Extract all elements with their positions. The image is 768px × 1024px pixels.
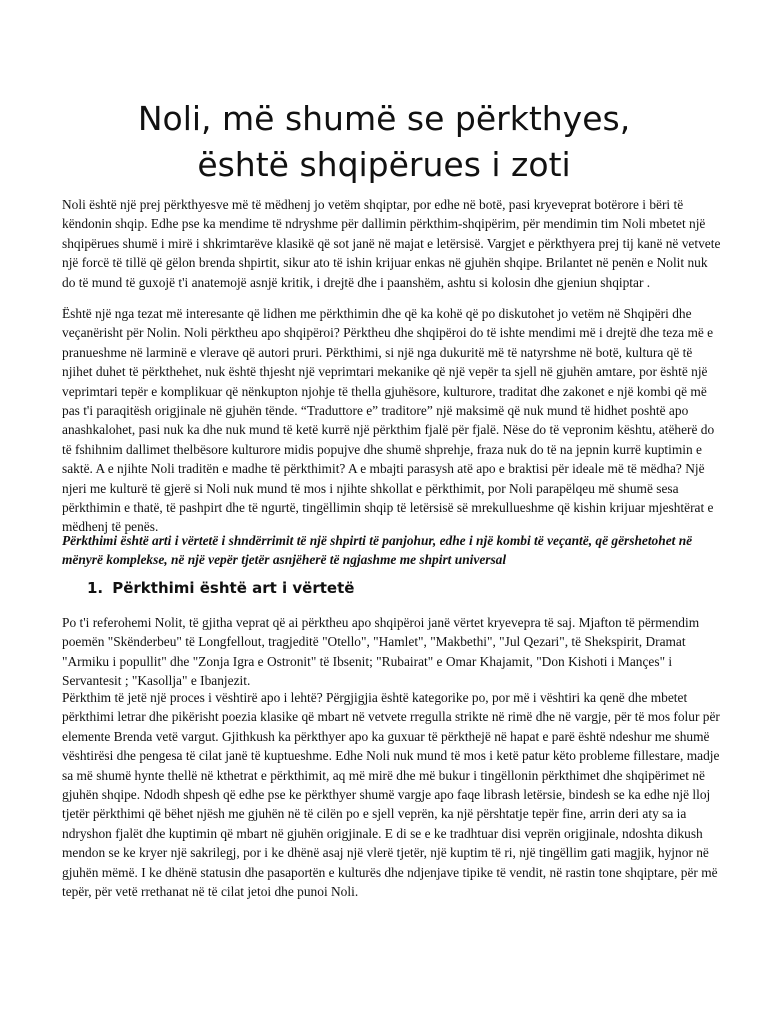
title-line-2: është shqipërues i zoti — [197, 145, 571, 184]
document-title — [0, 96, 768, 188]
paragraph-intro: Noli është një prej përkthyesve më të mëdhenj jo vetëm shqiptar, por edhe në botë, pasi kryeveprat botërore i bëri të këndonin shqip. Edhe pse ka mendime të ndryshme për dallimin përkthim-shqipërim, për mendimin tim Noli mbetet një shqipërues shumë i mirë i shkrimtarëve klasikë që sot janë në majat e letërsisë. Vargjet e përkthyera prej tij kanë në vetvete një forcë të tillë që gëlon brenda shpirtit, sikur ato të ishin krijuar enkas në gjuhën shqipe. Brilantet në penën e Nolit nuk do të mund të guxojë t'i anatemojë asnjë kritik, i drejtë dhe i paanshëm, ashtu si kolosin dhe gjeniun shqiptar . — [62, 197, 721, 290]
paragraph-thesis: Është një nga tezat më interesante që lidhen me përkthimin dhe që ka kohë që po diskutohet jo vetëm në Shqipëri dhe veçanërisht për Nolin. Noli përktheu apo shqipëroi? Përktheu dhe shqipëroi do të ishte mendimi më i drejtë dhe teza më e pranueshme në larminë e vlerave që autori pruri. Përkthimi, si një nga dukuritë më të natyrshme në botë, kultura që të njihet duhet të përkthehet, nuk është thjesht një veprimtari mekanike që një vepër ta sjell në gjuhën amtare, por është një veprimtari tepër e komplikuar që nënkupton njohje të thella gjuhësore, kulturore, traditat dhe zakonet e një kombi që më pas t'i paraqitësh origjinale në gjuhën tënde. “Traduttore e” traditore” një maksimë që nuk mund të hidhet poshtë apo anashkalohet, pasi nuk ka dhe nuk mund të ketë kurrë një përkthim fjalë për fjalë. Nëse do të vepronim kështu, atëherë do të fshihnim dallimet thelbësore kulturore midis popujve dhe shumë shprehje, fraza nuk do të na jepnin kurrë kuptimin e saktë. A e njihte Noli traditën e madhe të përkthimit? A e mbajti parasysh atë apo e braktisi për ideale më të mëdha? Një njeri me kulturë të gjerë si Noli nuk mund të mos i njihte shkollat e përkthimit, por Noli parapëlqeu më shumë sesa përkthimin e thatë, të pashpirt dhe të ngurtë, tingëllimin shqip të letërsisë së mrekullueshme që kishin krijuar mjeshtërat e mëdhenj të penës. — [62, 306, 715, 535]
paragraph-process: Përkthim të jetë një proces i vështirë apo i lehtë? Përgjigjia është kategorike po, por më i vështiri ka qenë dhe mbetet përkthimi letrar dhe pikërisht poezia klasike që mbart në vetvete rregulla strikte në rimë dhe në vargje, për të mos folur për elemente Brenda vetë vargut. Gjithkush ka përkthyer apo ka guxuar të përkthejë në hapat e parë është ndeshur me shumë vështirësi dhe pengesa të cilat janë të kuptueshme. Edhe Noli nuk mund të mos i ketë patur këto probleme fillestare, madje sa më shumë hynte thellë në kthetrat e përkthimit, aq më mirë dhe më bukur i tingëllonin përkthimet dhe shqipërimet në gjuhën shqipe. Ndodh shpesh që edhe pse ke përkthyer shumë vargje apo faqe librash letërsie, bindesh se ka edhe një lloj tjetër përkthimi që bëhet njësh me gjuhën në të cilën po e sjell veprën, ka një përshtatje tepër fine, arrin deri aty sa ia ndryshon fjalët dhe kuptimin që mbart në gjuhën origjinale. E di se e ke tradhtuar disi veprën origjinale, ndoshta dikush mendon se ke kryer një sakrilegj, por i ke dhënë asaj një vlerë tjetër, një kuptim të ri, një tingëllim gati magjik, hyjnor në gjuhën mëmë. I ke dhënë statusin dhe pasaportën e kulturës dhe ndjenjave tipike të vendit, në rastin tone shqiptare, për më tepër, për vetë rrethanat në të cilat jetoi dhe punoi Noli. — [62, 690, 720, 900]
paragraph-works: Po t'i referohemi Nolit, të gjitha veprat që ai përktheu apo shqipëroi janë vërtet kryevepra të saj. Mjafton të përmendim poemën "Skënderbeu" të Longfellout, tragjeditë "Otello", "Hamlet", "Makbethi", "Jul Qezari", të Shekspirit, Dramat "Armiku i popullit" dhe "Zonja Igra e Ostronit" të Ibsenit; "Rubairat" e Omar Khajamit, "Don Kishoti i Mançes" i Servantesit ; "Kasollja" e Ibanjezit. — [62, 615, 700, 689]
section-heading-text: Përkthimi është art i vërtetë — [112, 579, 355, 597]
highlighted-quote: Përkthimi është arti i vërtetë i shndërrimit të një shpirti të panjohur, edhe i një kombi të veçantë, që gërshetohet në mënyrë komplekse, në një vepër tjetër asnjëherë të ngjashme me shpirt universal — [62, 533, 693, 567]
title-line-1: Noli, më shumë se përkthyes, — [137, 99, 631, 138]
section-number: 1. — [87, 579, 104, 597]
section-heading — [87, 578, 354, 598]
